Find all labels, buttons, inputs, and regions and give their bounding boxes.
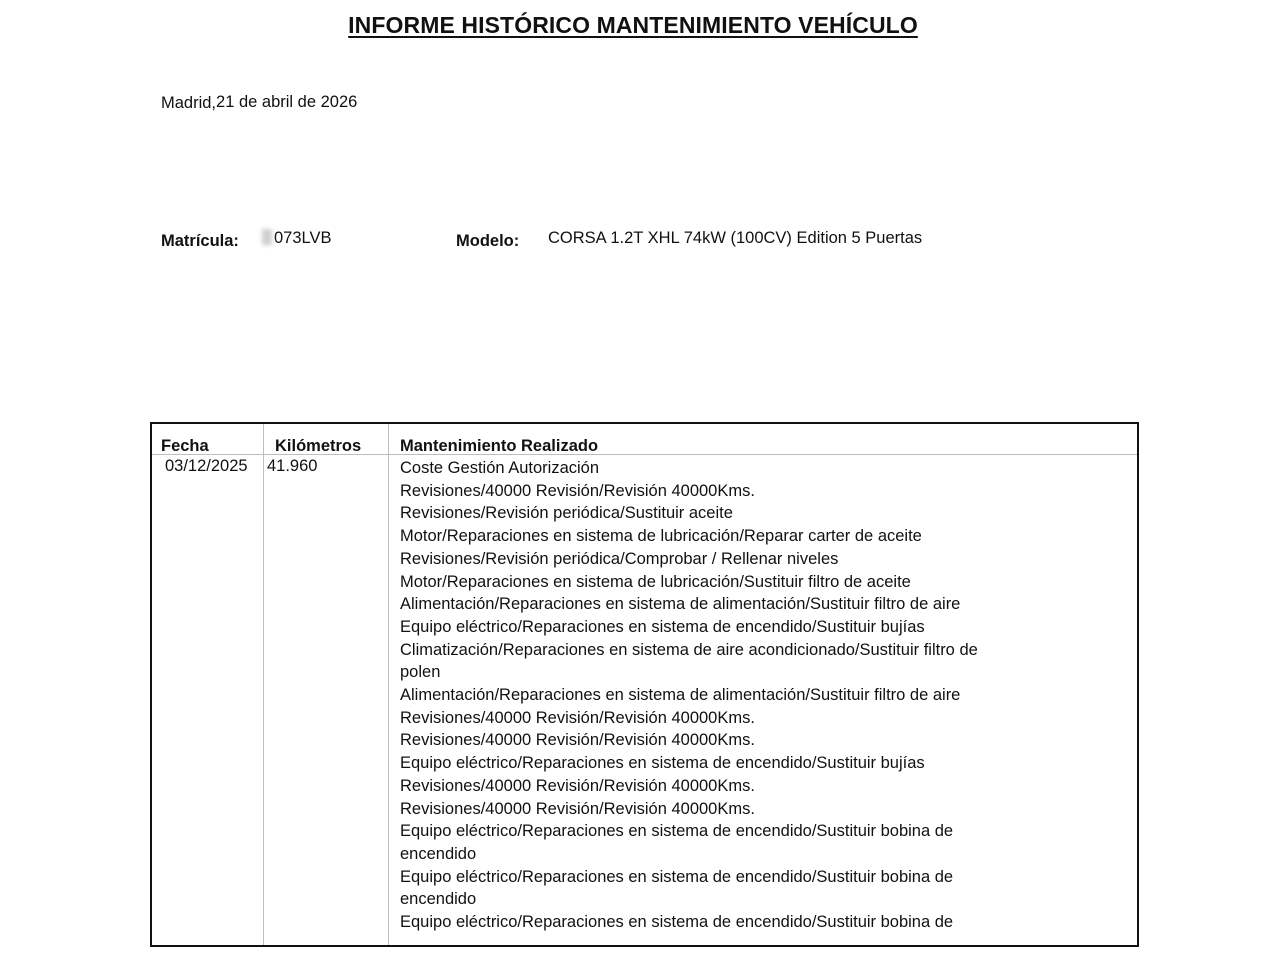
list-item: Equipo eléctrico/Reparaciones en sistema de encendido/Sustituir bobina de: [400, 913, 954, 932]
report-title: INFORME HISTÓRICO MANTENIMIENTO VEHÍCULO: [348, 12, 918, 38]
plate-value-wrap: [262, 229, 332, 248]
maintenance-table: [150, 422, 1139, 947]
redacted-mark: [262, 229, 272, 245]
list-item: Revisiones/Revisión periódica/Comprobar / Rellenar niveles: [400, 549, 839, 568]
list-item: polen: [400, 663, 441, 682]
list-item: Revisiones/Revisión periódica/Sustituir aceite: [400, 504, 733, 523]
column-divider-maintenance: [388, 424, 389, 945]
list-item: Motor/Reparaciones en sistema de lubricación/Sustituir filtro de aceite: [400, 572, 911, 591]
list-item: Equipo eléctrico/Reparaciones en sistema de encendido/Sustituir bobina de: [400, 822, 954, 841]
row-km: 41.960: [267, 457, 318, 475]
list-item: Alimentación/Reparaciones en sistema de alimentación/Sustituir filtro de aire: [400, 595, 961, 614]
list-item: Revisiones/40000 Revisión/Revisión 40000Kms.: [400, 481, 755, 500]
plate-label: Matrícula:: [161, 232, 239, 250]
list-item: Motor/Reparaciones en sistema de lubricación/Reparar carter de aceite: [400, 527, 922, 546]
list-item: Coste Gestión Autorización: [400, 459, 600, 477]
list-item: Climatización/Reparaciones en sistema de aire acondicionado/Sustituir filtro de: [400, 640, 978, 659]
list-item: Revisiones/40000 Revisión/Revisión 40000Kms.: [400, 708, 755, 727]
row-date: 03/12/2025: [165, 457, 248, 475]
list-item: Equipo eléctrico/Reparaciones en sistema de encendido/Sustituir bobina de: [400, 867, 954, 886]
list-item: encendido: [400, 844, 477, 863]
header-km: Kilómetros: [275, 437, 362, 455]
list-item: Alimentación/Reparaciones en sistema de alimentación/Sustituir filtro de aire: [400, 686, 961, 705]
column-divider-km: [263, 424, 264, 945]
list-item: Revisiones/40000 Revisión/Revisión 40000Kms.: [400, 776, 755, 795]
report-date: 21 de abril de 2026: [216, 93, 358, 111]
list-item: encendido: [400, 890, 477, 909]
plate-value: 073LVB: [274, 229, 332, 247]
model-value: CORSA 1.2T XHL 74kW (100CV) Edition 5 Puertas: [548, 229, 923, 247]
city: Madrid,: [161, 94, 217, 112]
list-item: Revisiones/40000 Revisión/Revisión 40000Kms.: [400, 731, 755, 750]
header-maintenance: Mantenimiento Realizado: [400, 437, 599, 455]
list-item: Equipo eléctrico/Reparaciones en sistema de encendido/Sustituir bujías: [400, 754, 925, 773]
model-label: Modelo:: [456, 232, 520, 250]
list-item: Revisiones/40000 Revisión/Revisión 40000Kms.: [400, 799, 755, 818]
list-item: Equipo eléctrico/Reparaciones en sistema de encendido/Sustituir bujías: [400, 617, 925, 636]
header-date: Fecha: [161, 437, 209, 455]
place-and-date: [161, 93, 357, 112]
maintenance-list: [400, 457, 978, 934]
